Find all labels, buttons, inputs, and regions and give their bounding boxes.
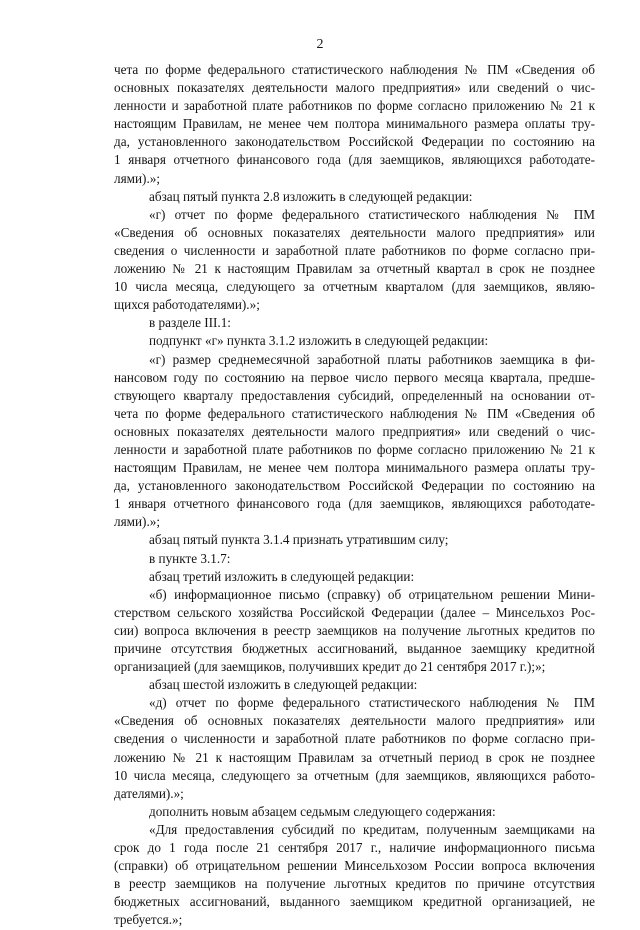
text-line: «г) отчет по форме федерального статистического наблюдения № ПМ xyxy=(149,206,595,222)
text-line: чета по форме федерального статистического наблюдения № ПМ «Сведения об xyxy=(114,62,595,77)
text-line: настоящим Правилам, не менее чем полтора минимального размера оплаты тру- xyxy=(114,460,595,476)
text-line: «д) отчет по форме федерального статистического наблюдения № ПМ xyxy=(149,695,595,711)
text-line: лями).»; xyxy=(114,514,160,530)
text-line: абзац пятый пункта 2.8 изложить в следующей редакции: xyxy=(149,188,473,204)
text-line: абзац пятый пункта 3.1.4 признать утратившим силу; xyxy=(149,532,449,548)
text-line: сведения о численности и заработной плате работников по форме согласно при- xyxy=(114,731,595,747)
text-line: ленности и заработной плате работников по форме согласно приложению № 21 к xyxy=(114,98,595,114)
text-line: ложению № 21 к настоящим Правилам за отчетный квартал в срок не позднее xyxy=(114,261,595,277)
text-line: чета по форме федерального статистического наблюдения № ПМ «Сведения об xyxy=(114,405,595,421)
text-line: (справки) об отрицательном решении Минсельхозом России вопроса включения xyxy=(114,858,595,874)
text-line: ствующего кварталу предоставления субсидий, определенный на основании от- xyxy=(114,387,595,403)
text-line: щихся работодателями).»; xyxy=(114,297,260,313)
text-line: «Для предоставления субсидий по кредитам, полученным заемщиками на xyxy=(149,821,595,837)
text-line: стерством сельского хозяйства Российской Федерации (далее – Минсельхоз Рос- xyxy=(114,604,595,620)
text-line: срок до 1 года после 21 сентября 2017 г., наличие информационного письма xyxy=(114,840,595,856)
text-line: 10 числа месяца, следующего за отчетным кварталом (для заемщиков, являю- xyxy=(114,279,595,295)
text-line: 10 числа месяца, следующего за отчетным (для заемщиков, являющихся работо- xyxy=(114,767,595,783)
text-line: «Сведения об основных показателях деятельности малого предприятия» или xyxy=(114,713,595,729)
text-line: дателями).»; xyxy=(114,785,184,801)
text-line: настоящим Правилам, не менее чем полтора минимального размера оплаты тру- xyxy=(114,116,595,132)
text-line: сии) вопроса включения в реестр заемщиков на получение льготных кредитов по xyxy=(114,622,595,638)
text-line: ленности и заработной плате работников по форме согласно приложению № 21 к xyxy=(114,441,595,457)
document-body xyxy=(114,61,595,930)
text-line: дополнить новым абзацем седьмым следующего содержания: xyxy=(149,803,496,819)
text-line: организацией (для заемщиков, получивших кредит до 21 сентября 2017 г.);»; xyxy=(114,659,546,675)
text-line: в реестр заемщиков на получение льготных кредитов по причине отсутствия xyxy=(114,876,595,892)
text-line: ложению № 21 к настоящим Правилам за отчетный период в срок не позднее xyxy=(114,749,595,765)
text-line: 1 января отчетного финансового года (для заемщиков, являющихся работодате- xyxy=(114,496,595,512)
page-number: 2 xyxy=(316,37,324,52)
text-line: да, установленного законодательством Российской Федерации по состоянию на xyxy=(114,134,595,150)
text-line: абзац шестой изложить в следующей редакции: xyxy=(149,677,418,693)
text-line: основных показателях деятельности малого предприятия» или сведений о чис- xyxy=(114,423,595,439)
text-line: «Сведения об основных показателях деятельности малого предприятия» или xyxy=(114,224,595,240)
text-line: основных показателях деятельности малого предприятия» или сведений о чис- xyxy=(114,80,595,96)
text-line: сведения о численности и заработной плате работников по форме согласно при- xyxy=(114,242,595,258)
text-line: да, установленного законодательством Российской Федерации по состоянию на xyxy=(114,478,595,494)
text-line: подпункт «г» пункта 3.1.2 изложить в следующей редакции: xyxy=(149,333,489,349)
text-line: требуется.»; xyxy=(114,912,183,928)
text-line: бюджетных ассигнований, выданного заемщиком кредитной организацией, не xyxy=(114,894,595,910)
text-line: в разделе III.1: xyxy=(149,315,231,331)
text-line: «г) размер среднемесячной заработной платы работников заемщика в фи- xyxy=(149,351,595,367)
text-line: 1 января отчетного финансового года (для заемщиков, являющихся работодате- xyxy=(114,152,595,168)
text-line: причине отсутствия бюджетных ассигнований, выданное заемщику кредитной xyxy=(114,641,595,656)
text-line: нансовом году по состоянию на первое число первого месяца квартала, предше- xyxy=(114,369,595,385)
text-line: в пункте 3.1.7: xyxy=(149,550,231,566)
text-line: абзац третий изложить в следующей редакции: xyxy=(149,568,415,584)
text-line: лями).»; xyxy=(114,170,160,186)
text-line: «б) информационное письмо (справку) об отрицательном решении Мини- xyxy=(149,586,595,602)
